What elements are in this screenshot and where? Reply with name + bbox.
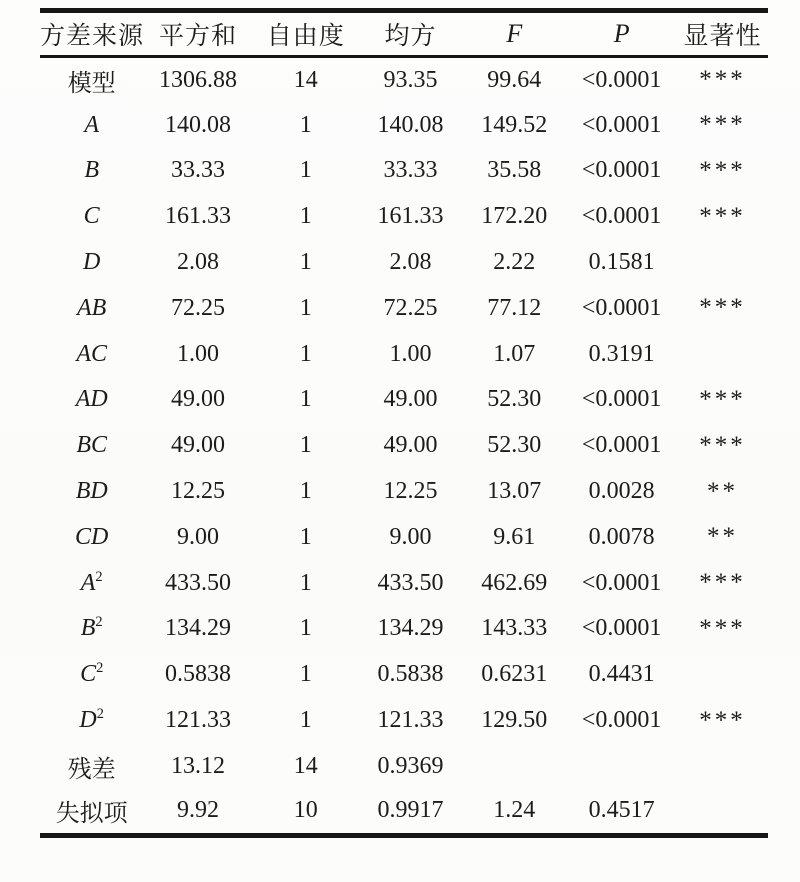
cell-ss: 49.00 bbox=[170, 386, 225, 413]
cell-df: 1 bbox=[299, 157, 312, 184]
cell-df: 1 bbox=[299, 203, 312, 230]
cell-ms: 9.00 bbox=[389, 523, 432, 550]
source-label: A bbox=[84, 111, 100, 138]
cell-p: 0.4431 bbox=[588, 661, 655, 688]
cell-f: 462.69 bbox=[481, 569, 548, 596]
cell-f: 77.12 bbox=[487, 294, 542, 321]
cell-ms: 49.00 bbox=[383, 386, 438, 413]
cell-source bbox=[40, 285, 143, 331]
table-row bbox=[40, 102, 768, 148]
source-label: B bbox=[84, 157, 100, 184]
cell-df: 14 bbox=[293, 752, 318, 779]
col-header-source: 方差来源 bbox=[40, 23, 145, 50]
cell-source bbox=[40, 57, 143, 103]
header-row bbox=[40, 11, 768, 57]
source-label: D bbox=[83, 249, 101, 276]
cell-df: 1 bbox=[299, 523, 312, 550]
source-label: AD bbox=[75, 386, 108, 413]
source-label: AC bbox=[76, 340, 108, 367]
cell-df: 1 bbox=[299, 111, 312, 138]
cell-f: 1.07 bbox=[493, 340, 536, 367]
cell-sig bbox=[677, 240, 768, 286]
table-row bbox=[40, 743, 768, 789]
cell-df: 1 bbox=[299, 615, 312, 642]
cell-df: 1 bbox=[299, 569, 312, 596]
col-header-ms: 均方 bbox=[384, 23, 437, 50]
cell-ss: 140.08 bbox=[164, 111, 231, 138]
source-label: 失拟项 bbox=[55, 801, 128, 828]
cell-sig: *** bbox=[699, 294, 746, 322]
cell-p: <0.0001 bbox=[581, 66, 662, 93]
cell-p: <0.0001 bbox=[581, 432, 662, 459]
cell-p: 0.0078 bbox=[588, 523, 655, 550]
cell-f: 172.20 bbox=[481, 203, 548, 230]
cell-p: 0.4517 bbox=[588, 797, 655, 824]
table-row bbox=[40, 606, 768, 652]
cell-source bbox=[40, 240, 143, 286]
cell-source bbox=[40, 377, 143, 423]
cell-source bbox=[40, 194, 143, 240]
cell-ms: 2.08 bbox=[389, 249, 432, 276]
cell-ms: 433.50 bbox=[377, 569, 444, 596]
table-row bbox=[40, 423, 768, 469]
cell-df: 1 bbox=[299, 661, 312, 688]
cell-df: 1 bbox=[299, 386, 312, 413]
cell-ss: 121.33 bbox=[164, 707, 231, 734]
cell-sig: ** bbox=[706, 477, 738, 505]
cell-sig: *** bbox=[699, 706, 746, 734]
cell-ss: 1306.88 bbox=[158, 66, 237, 93]
col-header-ss: 平方和 bbox=[158, 23, 237, 50]
table-row bbox=[40, 469, 768, 515]
cell-p: <0.0001 bbox=[581, 203, 662, 230]
cell-df: 1 bbox=[299, 478, 312, 505]
source-label: 残差 bbox=[67, 756, 116, 783]
cell-f bbox=[462, 743, 566, 789]
cell-sig: *** bbox=[699, 66, 746, 94]
source-label: C bbox=[80, 661, 97, 688]
cell-ss: 0.5838 bbox=[164, 661, 231, 688]
cell-ms: 161.33 bbox=[377, 203, 444, 230]
cell-source bbox=[40, 148, 143, 194]
cell-p: 0.3191 bbox=[588, 340, 655, 367]
source-superscript: 2 bbox=[95, 568, 103, 585]
cell-df: 1 bbox=[299, 249, 312, 276]
cell-ss: 9.00 bbox=[176, 523, 219, 550]
cell-ss: 433.50 bbox=[164, 569, 231, 596]
source-label: 模型 bbox=[67, 70, 116, 97]
cell-source bbox=[40, 698, 143, 744]
cell-p: <0.0001 bbox=[581, 111, 662, 138]
cell-p: 0.1581 bbox=[588, 249, 655, 276]
cell-source bbox=[40, 423, 143, 469]
source-superscript: 2 bbox=[95, 614, 103, 631]
cell-ss: 134.29 bbox=[164, 615, 231, 642]
cell-source bbox=[40, 652, 143, 698]
table-row bbox=[40, 331, 768, 377]
cell-ss: 49.00 bbox=[170, 432, 225, 459]
cell-source bbox=[40, 514, 143, 560]
cell-source bbox=[40, 789, 143, 835]
cell-f: 9.61 bbox=[493, 523, 536, 550]
cell-ms: 0.5838 bbox=[377, 661, 444, 688]
cell-ms: 0.9369 bbox=[377, 752, 444, 779]
table-header bbox=[40, 11, 768, 57]
source-label: C bbox=[83, 203, 100, 230]
cell-df: 1 bbox=[299, 707, 312, 734]
table-row bbox=[40, 698, 768, 744]
table-row bbox=[40, 148, 768, 194]
cell-f: 52.30 bbox=[487, 386, 542, 413]
cell-sig: ** bbox=[706, 523, 738, 551]
table-row bbox=[40, 240, 768, 286]
cell-f: 149.52 bbox=[481, 111, 548, 138]
cell-ms: 49.00 bbox=[383, 432, 438, 459]
cell-ss: 1.00 bbox=[176, 340, 219, 367]
cell-df: 10 bbox=[293, 797, 318, 824]
cell-p: <0.0001 bbox=[581, 294, 662, 321]
cell-f: 99.64 bbox=[487, 66, 542, 93]
cell-p: <0.0001 bbox=[581, 569, 662, 596]
cell-sig bbox=[677, 652, 768, 698]
cell-f: 1.24 bbox=[493, 797, 536, 824]
table-row bbox=[40, 560, 768, 606]
cell-p: <0.0001 bbox=[581, 707, 662, 734]
cell-ms: 33.33 bbox=[383, 157, 438, 184]
cell-f: 129.50 bbox=[481, 707, 548, 734]
col-header-p: P bbox=[613, 19, 630, 48]
cell-ms: 93.35 bbox=[383, 66, 438, 93]
cell-ms: 0.9917 bbox=[377, 797, 444, 824]
cell-f: 2.22 bbox=[493, 249, 536, 276]
cell-f: 143.33 bbox=[481, 615, 548, 642]
cell-ms: 134.29 bbox=[377, 615, 444, 642]
col-header-df: 自由度 bbox=[266, 23, 345, 50]
cell-sig: *** bbox=[699, 156, 746, 184]
cell-p: <0.0001 bbox=[581, 386, 662, 413]
cell-p: <0.0001 bbox=[581, 157, 662, 184]
cell-f: 0.6231 bbox=[481, 661, 548, 688]
table-row bbox=[40, 789, 768, 835]
table-row bbox=[40, 285, 768, 331]
cell-source bbox=[40, 743, 143, 789]
col-header-sig: 显著性 bbox=[683, 23, 762, 50]
cell-sig bbox=[677, 789, 768, 835]
cell-p bbox=[566, 743, 677, 789]
cell-sig: *** bbox=[699, 614, 746, 642]
cell-sig bbox=[677, 331, 768, 377]
cell-sig: *** bbox=[699, 111, 746, 139]
cell-df: 1 bbox=[299, 340, 312, 367]
cell-p: 0.0028 bbox=[588, 478, 655, 505]
cell-source bbox=[40, 606, 143, 652]
cell-ms: 140.08 bbox=[377, 111, 444, 138]
source-label: B bbox=[80, 615, 96, 642]
anova-table bbox=[40, 8, 768, 838]
table-row bbox=[40, 377, 768, 423]
cell-source bbox=[40, 331, 143, 377]
cell-df: 1 bbox=[299, 432, 312, 459]
cell-ss: 161.33 bbox=[164, 203, 231, 230]
source-label: D bbox=[79, 707, 97, 734]
cell-f: 13.07 bbox=[487, 478, 542, 505]
cell-ss: 33.33 bbox=[170, 157, 225, 184]
table-row bbox=[40, 514, 768, 560]
source-superscript: 2 bbox=[96, 706, 104, 723]
source-label: BD bbox=[75, 478, 108, 505]
source-label: CD bbox=[75, 523, 109, 550]
cell-sig bbox=[677, 743, 768, 789]
cell-df: 1 bbox=[299, 294, 312, 321]
cell-ms: 72.25 bbox=[383, 294, 438, 321]
cell-source bbox=[40, 560, 143, 606]
cell-source bbox=[40, 102, 143, 148]
source-label: A bbox=[80, 569, 96, 596]
cell-sig: *** bbox=[699, 569, 746, 597]
cell-df: 14 bbox=[293, 66, 318, 93]
cell-ss: 9.92 bbox=[176, 797, 219, 824]
table-row bbox=[40, 194, 768, 240]
cell-f: 35.58 bbox=[487, 157, 542, 184]
cell-ss: 13.12 bbox=[170, 752, 225, 779]
cell-ms: 121.33 bbox=[377, 707, 444, 734]
cell-p: <0.0001 bbox=[581, 615, 662, 642]
cell-ss: 72.25 bbox=[170, 294, 225, 321]
cell-sig: *** bbox=[699, 431, 746, 459]
cell-ss: 12.25 bbox=[170, 478, 225, 505]
source-label: BC bbox=[76, 432, 108, 459]
table-row bbox=[40, 57, 768, 103]
cell-ss: 2.08 bbox=[176, 249, 219, 276]
cell-sig: *** bbox=[699, 385, 746, 413]
source-superscript: 2 bbox=[96, 660, 104, 677]
cell-sig: *** bbox=[699, 202, 746, 230]
cell-ms: 12.25 bbox=[383, 478, 438, 505]
col-header-f: F bbox=[506, 19, 523, 48]
cell-f: 52.30 bbox=[487, 432, 542, 459]
table-body bbox=[40, 57, 768, 836]
cell-ms: 1.00 bbox=[389, 340, 432, 367]
source-label: AB bbox=[77, 294, 107, 321]
table-row bbox=[40, 652, 768, 698]
cell-source bbox=[40, 469, 143, 515]
